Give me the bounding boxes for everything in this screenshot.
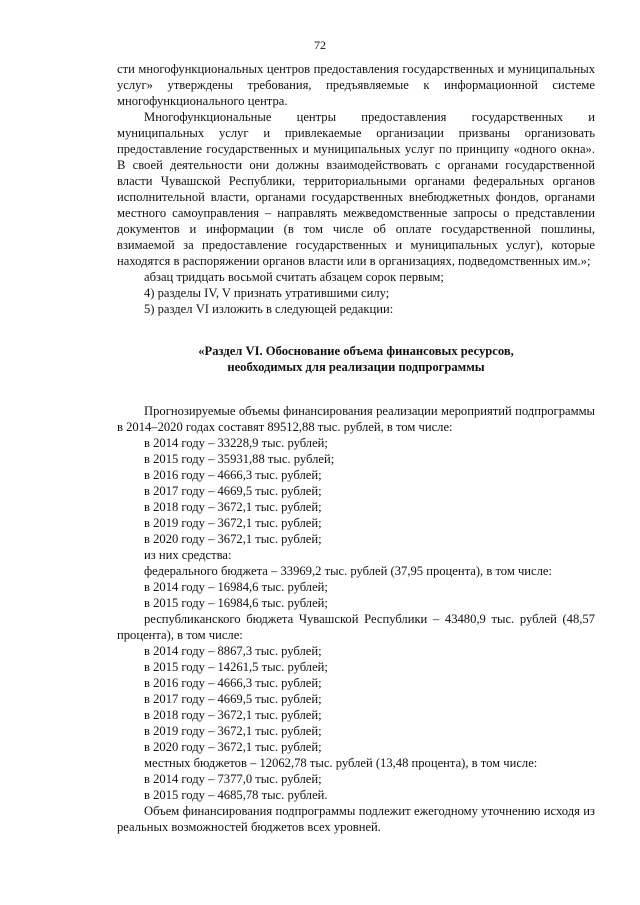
- local-budget-intro: местных бюджетов – 12062,78 тыс. рублей (13,48 процента), в том числе:: [144, 756, 538, 770]
- republic-year-item: в 2014 году – 8867,3 тыс. рублей;: [144, 644, 322, 658]
- sources-label: из них средства:: [144, 548, 232, 562]
- local-year-item: в 2015 году – 4685,78 тыс. рублей.: [144, 788, 328, 802]
- closing-paragraph: Объем финансирования подпрограммы подлежит ежегодному уточнению исходя из реальных возможностей бюджетов всех уровней.: [117, 804, 595, 834]
- total-year-item: в 2017 году – 4669,5 тыс. рублей;: [144, 484, 322, 498]
- republic-year-item: в 2018 году – 3672,1 тыс. рублей;: [144, 708, 322, 722]
- paragraph-intro: сти многофункциональных центров предоставления государственных и муниципальных услуг» утверждены требования, предъявляемые к информационной системе многофункционального центра.: [117, 62, 595, 108]
- total-year-item: в 2015 году – 35931,88 тыс. рублей;: [144, 452, 335, 466]
- republic-year-item: в 2016 году – 4666,3 тыс. рублей;: [144, 676, 322, 690]
- paragraph-multifunctional-centers: Многофункциональные центры предоставления государственных и муниципальных услуг и привлекаемые организации призваны организовать предоставление государственных и муниципальных услуг по принципу «одного окна». В своей деятельности они должны взаимодействовать с органами государственной власти Чувашской Республики, территориальными органами федеральных органов исполнительной власти, органами государственных внебюджетных фондов, органами местного самоуправления – направлять межведомственные запросы о представлении документов и информации (в том числе об оплате государственной пошлины, взимаемой за предоставление государственных и муниципальных услуг), которые находятся в распоряжении органов власти или в организациях, подведомственных им.»;: [117, 110, 595, 268]
- federal-by-year-list: [117, 579, 595, 611]
- total-year-item: в 2020 году – 3672,1 тыс. рублей;: [144, 532, 322, 546]
- total-year-item: в 2018 году – 3672,1 тыс. рублей;: [144, 500, 322, 514]
- amendment-item-5: 5) раздел VI изложить в следующей редакции:: [144, 302, 394, 316]
- federal-year-item: в 2015 году – 16984,6 тыс. рублей;: [144, 596, 328, 610]
- document-body: [117, 61, 595, 835]
- local-year-item: в 2014 году – 7377,0 тыс. рублей;: [144, 772, 322, 786]
- republic-by-year-list: [117, 643, 595, 803]
- total-year-item: в 2014 году – 33228,9 тыс. рублей;: [144, 436, 328, 450]
- federal-year-item: в 2014 году – 16984,6 тыс. рублей;: [144, 580, 328, 594]
- total-by-year-list: [117, 435, 595, 563]
- total-year-item: в 2019 году – 3672,1 тыс. рублей;: [144, 516, 322, 530]
- republic-year-item: в 2019 году – 3672,1 тыс. рублей;: [144, 724, 322, 738]
- amendment-item-1: абзац тридцать восьмой считать абзацем сорок первым;: [144, 270, 444, 284]
- federal-budget-intro: федерального бюджета – 33969,2 тыс. рублей (37,95 процента), в том числе:: [144, 564, 552, 578]
- section-heading-line-2: необходимых для реализации подпрограммы: [227, 360, 485, 374]
- forecast-intro: Прогнозируемые объемы финансирования реализации мероприятий подпрограммы в 2014–2020 годах составят 89512,88 тыс. рублей, в том числе:: [117, 404, 595, 434]
- republic-year-item: в 2017 году – 4669,5 тыс. рублей;: [144, 692, 322, 706]
- republic-budget-intro: республиканского бюджета Чувашской Республики – 43480,9 тыс. рублей (48,57 процента), в том числе:: [117, 612, 595, 642]
- section-heading-line-1: «Раздел VI. Обоснование объема финансовых ресурсов,: [198, 344, 514, 358]
- amendment-item-4: 4) разделы IV, V признать утратившими силу;: [144, 286, 390, 300]
- republic-year-item: в 2020 году – 3672,1 тыс. рублей;: [144, 740, 322, 754]
- total-year-item: в 2016 году – 4666,3 тыс. рублей;: [144, 468, 322, 482]
- section-heading: [117, 343, 595, 375]
- page-number: 72: [314, 38, 326, 52]
- republic-year-item: в 2015 году – 14261,5 тыс. рублей;: [144, 660, 328, 674]
